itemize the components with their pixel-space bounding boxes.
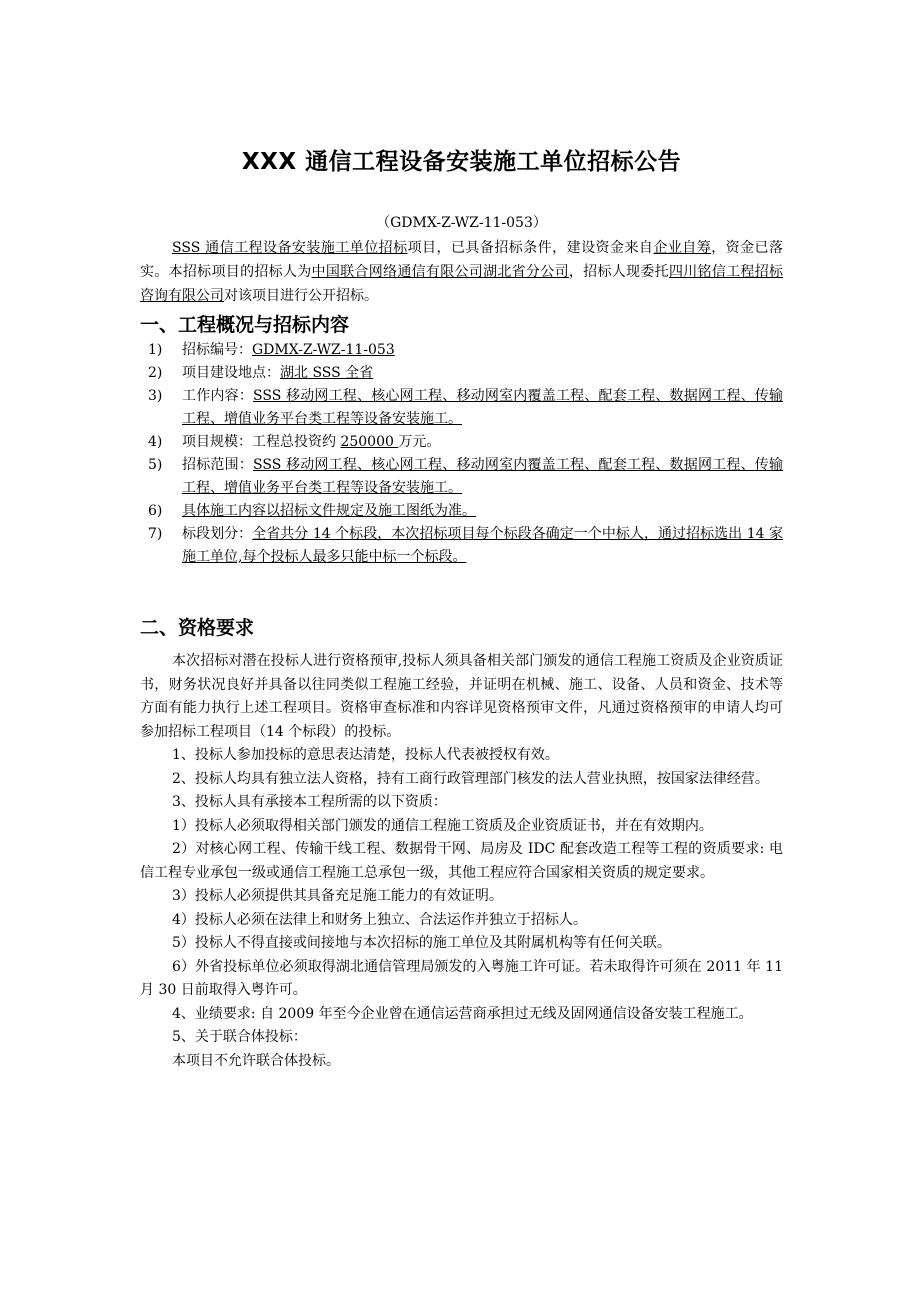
agent-name: 四川铭信工程招标咨询有限公司 [140,264,784,304]
paragraph: 6）外省投标单位必须取得湖北通信管理局颁发的入粤施工许可证。若未取得许可须在 2011 年 11 月 30 日前取得入粤许可。 [140,958,783,998]
item-number: 3) [148,388,163,404]
list-item [140,385,783,431]
intro-text-3: ，招标人现委托 [568,264,669,280]
item-tail: 万元。 [398,434,441,450]
list-item [140,454,783,500]
list-item [140,339,783,362]
tenderer-name: 中国联合网络通信有限公司湖北省分公司 [311,264,569,280]
document-title: XXX 通信工程设备安装施工单位招标公告 [241,149,682,175]
item-label: 标段划分： [182,526,253,542]
item-label: 项目建设地点： [182,365,280,381]
paragraph: 3）投标人必须提供其具备充足施工能力的有效证明。 [172,888,503,904]
paragraph: 2、投标人均具有独立法人资格，持有工商行政管理部门核发的法人营业执照，按国家法律经营。 [172,770,769,787]
paragraph: 本次招标对潜在投标人进行资格预审,投标人须具备相关部门颁发的通信工程施工资质及企业资质证书，财务状况良好并具备以往同类似工程施工经验，并证明在机械、施工、设备、人员和资金、技术等方面有能力执行上述工程项目。资格审查标准和内容详见资格预审文件，凡通过资格预审的申请人均可参加招标工程项目（14 个标段）的投标。 [140,653,783,740]
project-overview-list [140,339,783,569]
paragraph: 4、业绩要求: 自 2009 年至今企业曾在通信运营商承担过无线及固网通信设备安装工程施工。 [172,1005,753,1022]
paragraph: 2）对核心网工程、传输干线工程、数据骨干网、局房及 IDC 配套改造工程等工程的资质要求: 电信工程专业承包一级或通信工程施工总承包一级，其他工程应符合国家相关资质的规定要求。 [140,841,783,881]
paragraph: 本项目不允许联合体投标。 [172,1052,340,1069]
intro-text-2: ，资金已落实。本招标项目的招标人为 [140,240,784,280]
item-value: 具体施工内容以招标文件规定及施工图纸为准。 [182,503,476,519]
intro-paragraph [140,236,783,308]
item-number: 4) [148,434,163,450]
intro-text-4: 对该项目进行公开招标。 [224,288,378,304]
item-label: 项目规模：工程总投资约 [182,434,341,450]
qualification-section [140,650,783,1073]
paragraph: 1）投标人必须取得相关部门颁发的通信工程施工资质及企业资质证书，并在有效期内。 [172,817,713,834]
list-item [140,431,783,454]
intro-text-1: 项目，已具备招标条件，建设资金来自 [407,240,654,256]
item-label: 招标编号： [182,342,252,358]
item-number: 7) [148,526,163,542]
item-number: 1) [148,342,163,358]
list-item [140,362,783,385]
section-2-heading: 二、资格要求 [140,617,255,639]
paragraph: 5、关于联合体投标： [172,1029,307,1045]
item-label: 招标范围： [182,457,254,473]
item-number: 2) [148,365,163,381]
item-value: SSS 移动网工程、核心网工程、移动网室内覆盖工程、配套工程、数据网工程、传输工程、增值业务平台类工程等设备安装施工。 [182,388,784,427]
project-name: SSS 通信工程设备安装施工单位招标 [172,240,408,256]
item-number: 5) [148,457,163,473]
item-value: SSS 移动网工程、核心网工程、移动网室内覆盖工程、配套工程、数据网工程、传输工程、增值业务平台类工程等设备安装施工。 [182,457,784,496]
section-1-heading: 一、工程概况与招标内容 [140,314,350,336]
item-label: 工作内容： [182,388,254,404]
list-item [140,500,783,523]
fund-source: 企业自筹 [653,240,712,256]
item-number: 6) [148,503,163,519]
item-value: GDMX-Z-WZ-11-053 [252,342,395,358]
paragraph: 1、投标人参加投标的意思表达清楚，投标人代表被授权有效。 [172,747,559,763]
item-value: 250000 [340,434,399,450]
item-value: 全省共分 14 个标段，本次招标项目每个标段各确定一个中标人，通过招标选出 14 家施工单位,每个投标人最多只能中标一个标段。 [182,526,783,565]
list-item [140,523,783,569]
paragraph: 4）投标人必须在法律上和财务上独立、合法运作并独立于招标人。 [172,911,587,928]
paragraph: 5）投标人不得直接或间接地与本次招标的施工单位及其附属机构等有任何关联。 [172,935,671,951]
tender-code: （GDMX-Z-WZ-11-053） [376,215,547,231]
item-value: 湖北 SSS 全省 [280,365,374,381]
paragraph: 3、投标人具有承接本工程所需的以下资质： [172,794,447,810]
